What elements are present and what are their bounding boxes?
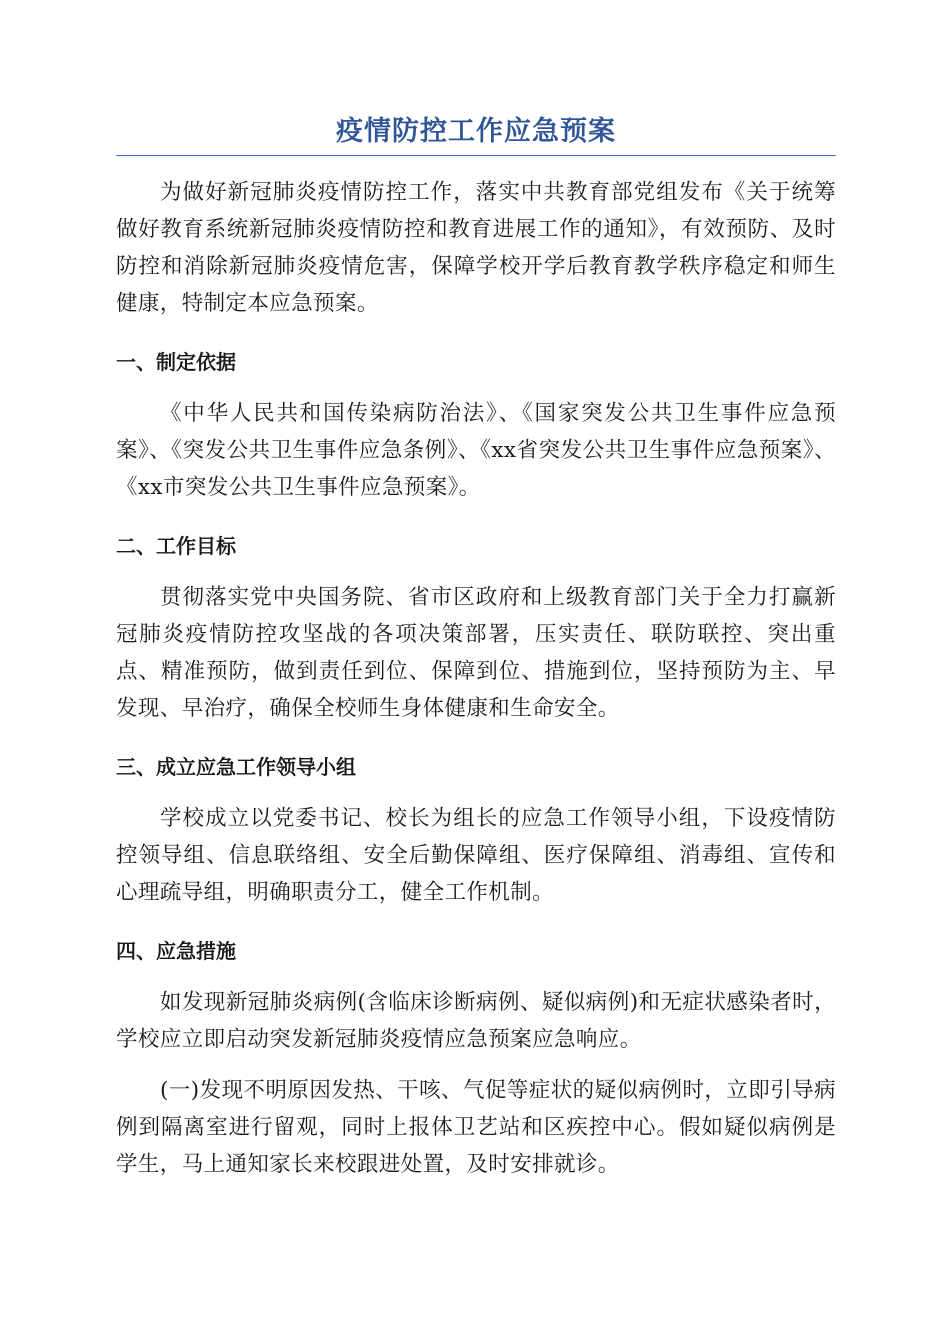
section-paragraph-leadership: 学校成立以党委书记、校长为组长的应急工作领导小组，下设疫情防控领导组、信息联络组、安全后勤保障组、医疗保障组、消毒组、宣传和心理疏导组，明确职责分工，健全工作机制。 [116, 806, 836, 905]
section-paragraph-basis: 《中华人民共和国传染病防治法》、《国家突发公共卫生事件应急预案》、《突发公共卫生事件应急条例》、《xx省突发公共卫生事件应急预案》、《xx市突发公共卫生事件应急预案》。 [116, 401, 836, 500]
section-paragraph-measures-1: 如发现新冠肺炎病例(含临床诊断病例、疑似病例)和无症状感染者时，学校应立即启动突发新冠肺炎疫情应急预案应急响应。 [116, 990, 836, 1052]
section-heading-basis: 一、制定依据 [116, 350, 236, 374]
section-heading-measures: 四、应急措施 [116, 939, 236, 963]
section-heading-leadership: 三、成立应急工作领导小组 [116, 755, 356, 779]
section-paragraph-goal: 贯彻落实党中央国务院、省市区政府和上级教育部门关于全力打赢新冠肺炎疫情防控攻坚战的各项决策部署，压实责任、联防联控、突出重点、精准预防，做到责任到位、保障到位、措施到位，坚持预防为主、早发现、早治疗，确保全校师生身体健康和生命安全。 [116, 585, 836, 721]
section-paragraph-measures-2: (一)发现不明原因发热、干咳、气促等症状的疑似病例时，立即引导病例到隔离室进行留观，同时上报体卫艺站和区疾控中心。假如疑似病例是学生，马上通知家长来校跟进处置，及时安排就诊。 [116, 1078, 836, 1177]
intro-paragraph: 为做好新冠肺炎疫情防控工作，落实中共教育部党组发布《关于统筹做好教育系统新冠肺炎疫情防控和教育进展工作的通知》，有效预防、及时防控和消除新冠肺炎疫情危害，保障学校开学后教育教学秩序稳定和师生健康，特制定本应急预案。 [116, 180, 836, 316]
document-page [116, 112, 836, 1183]
section-heading-goal: 二、工作目标 [116, 534, 236, 558]
document-title: 疫情防控工作应急预案 [116, 112, 836, 156]
